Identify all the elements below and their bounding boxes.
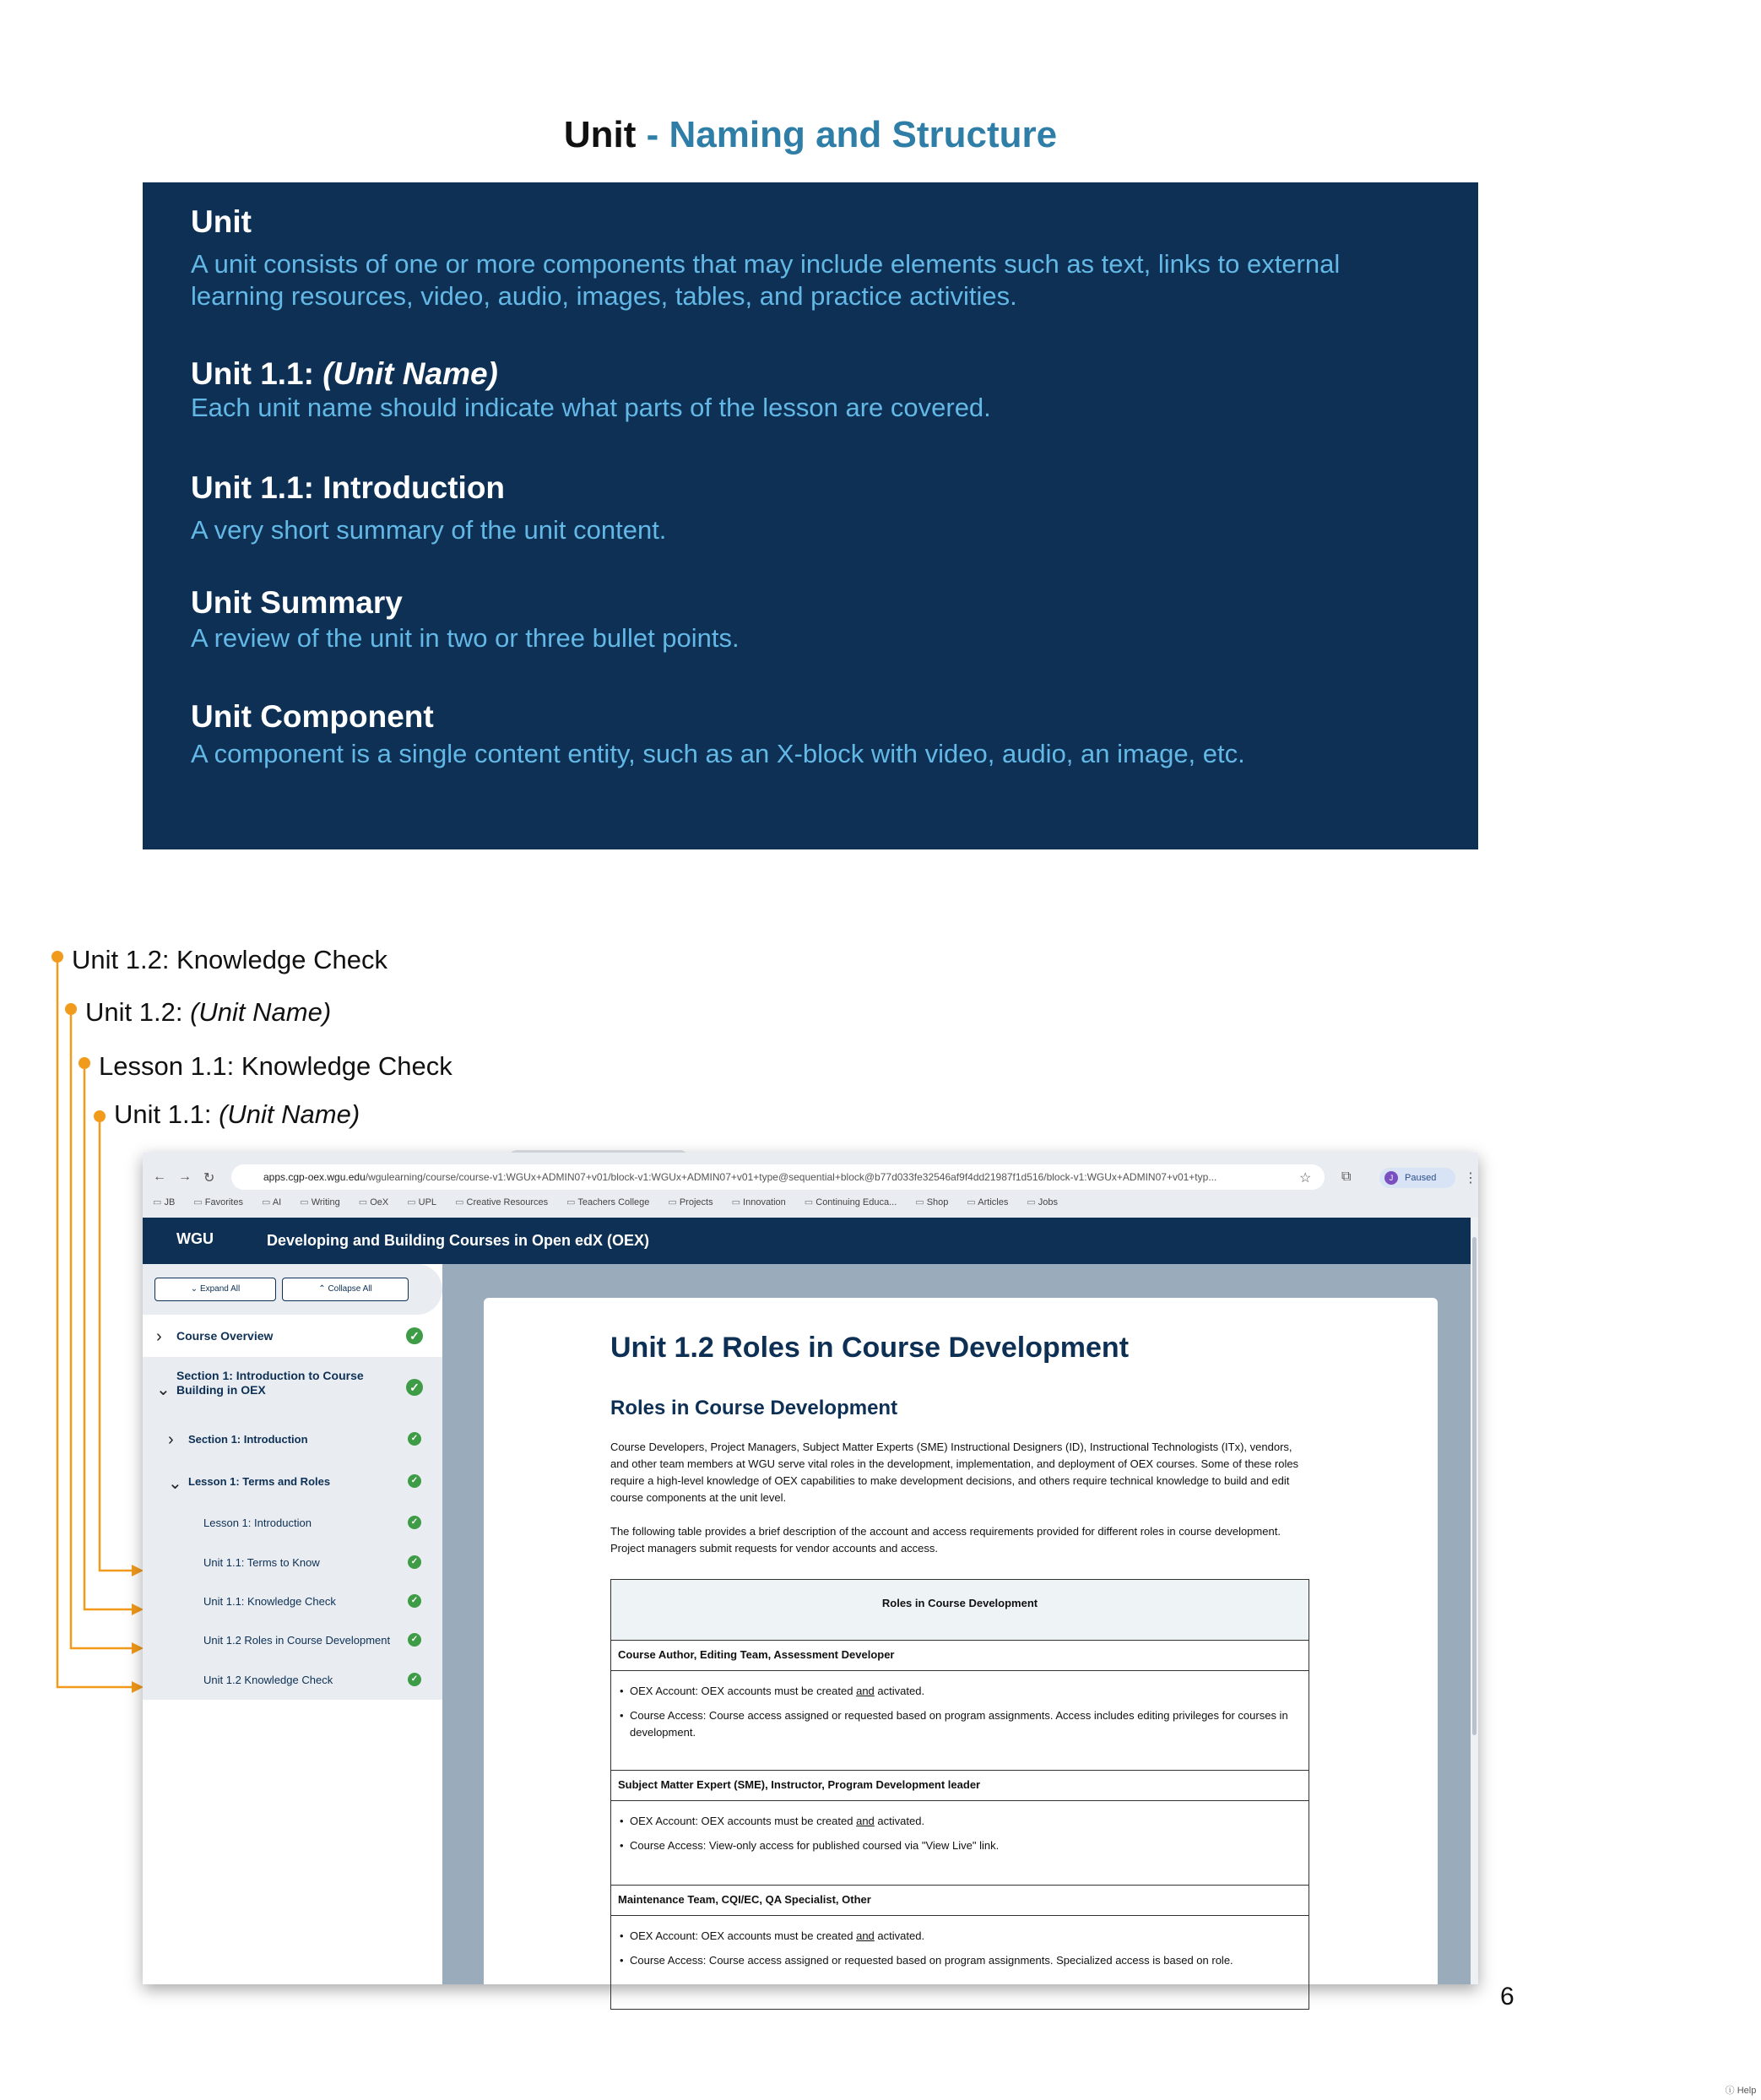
app-header: [143, 1218, 1471, 1264]
bookmark-item[interactable]: ▭ Creative Resources: [455, 1197, 548, 1207]
bookmark-item[interactable]: ▭ Innovation: [732, 1197, 786, 1207]
sidebar-item[interactable]: [143, 1543, 442, 1582]
address-bar[interactable]: apps.cgp-oex.wgu.edu/wgulearning/course/course-v1:WGUx+ADMIN07+v01/block-v1:WGUx+ADMIN07+v01+type@sequential+block@b77d033fe32546af9f4dd21987f1d516/block-v1:WGUx+ADMIN07+v01+typ...: [231, 1164, 1325, 1190]
sidebar-item[interactable]: [143, 1502, 442, 1543]
sidebar-item-label: Section 1: Introduction: [188, 1433, 308, 1446]
address-row: [143, 1163, 1478, 1193]
table-role-header: Course Author, Editing Team, Assessment Developer: [611, 1641, 1309, 1671]
sidebar-item[interactable]: [143, 1357, 442, 1418]
chevron-down-icon[interactable]: ⌄: [168, 1474, 182, 1493]
sidebar-item-label: Course Overview: [176, 1329, 274, 1343]
bookmarks-bar: [153, 1197, 1470, 1213]
definition-body: A component is a single content entity, such as an X-block with video, audio, an image, etc.: [191, 739, 1245, 768]
callout-dot: [65, 1003, 77, 1015]
sidebar-item[interactable]: [143, 1315, 442, 1357]
bookmark-item[interactable]: ▭ Writing: [300, 1197, 339, 1207]
help-button[interactable]: ⓘ Help: [1720, 2081, 1761, 2100]
bookmark-item[interactable]: ▭ Articles: [967, 1197, 1008, 1207]
bookmark-item[interactable]: ▭ UPL: [407, 1197, 436, 1207]
sidebar-item[interactable]: [143, 1620, 442, 1659]
profile-button[interactable]: J Paused: [1379, 1168, 1455, 1188]
outline-toolbar: [143, 1264, 442, 1315]
bookmark-item[interactable]: ▭ OeX: [359, 1197, 388, 1207]
course-outline-sidebar: [143, 1264, 442, 1984]
bookmark-item[interactable]: ▭ AI: [262, 1197, 281, 1207]
bookmark-item[interactable]: ▭ Projects: [668, 1197, 713, 1207]
chevron-down-icon[interactable]: ⌄: [156, 1381, 171, 1399]
table-intro-paragraph: The following table provides a brief description of the account and access requirements provided for different roles in course development. Project managers submit requests for vendor accounts and access.: [610, 1525, 1281, 1555]
definition-body: A review of the unit in two or three bullet points.: [191, 623, 740, 653]
definition-body: A very short summary of the unit content.: [191, 515, 667, 545]
browser-window: [143, 1153, 1757, 2096]
title-separator: -: [636, 114, 669, 155]
collapse-all-button[interactable]: ⌃ Collapse All: [282, 1278, 409, 1301]
sidebar-item-label: Unit 1.2 Knowledge Check: [203, 1674, 333, 1686]
check-complete-icon: ✓: [406, 1327, 423, 1344]
callout-lesson-1-1-knowledge-check: Lesson 1.1: Knowledge Check: [99, 1051, 452, 1081]
check-complete-icon: ✓: [408, 1432, 421, 1446]
oex-account-bullet: • OEX Account: OEX accounts must be created and activated.: [630, 1928, 1302, 1945]
definition-heading: Unit Summary: [191, 585, 403, 620]
definition-body: Each unit name should indicate what parts of the lesson are covered.: [191, 393, 991, 422]
bookmark-item[interactable]: ▭ JB: [153, 1197, 175, 1207]
table-title: Roles in Course Development: [611, 1580, 1309, 1641]
course-access-bullet: • Course Access: Course access assigned or requested based on program assignments. Specialized access is based on role.: [630, 1952, 1302, 1969]
roles-table: [610, 1579, 1309, 2010]
unit-content: [484, 1298, 1757, 2096]
check-complete-icon: ✓: [408, 1594, 421, 1608]
callout-unit-1-2-name: Unit 1.2: (Unit Name): [85, 997, 332, 1027]
star-icon[interactable]: ☆: [1299, 1171, 1312, 1186]
course-access-bullet: • Course Access: View-only access for published coursed via "View Live" link.: [630, 1837, 1302, 1854]
sidebar-item-label: Unit 1.1: Terms to Know: [203, 1556, 320, 1569]
bookmark-item[interactable]: ▭ Continuing Educa...: [805, 1197, 897, 1207]
section-heading: Roles in Course Development: [610, 1397, 898, 1419]
sidebar-item-label: Lesson 1: Terms and Roles: [188, 1475, 331, 1488]
definition-body: A unit consists of one or more components that may include elements such as text, links to external learning resources, video, audio, images, tables, and practice activities.: [191, 249, 1341, 311]
check-complete-icon: ✓: [408, 1516, 421, 1529]
table-role-body: [611, 1671, 1309, 1771]
title-accent: Naming and Structure: [669, 114, 1058, 155]
back-icon[interactable]: ←: [153, 1169, 166, 1184]
callout-dot: [51, 951, 63, 963]
bookmark-item[interactable]: ▭ Favorites: [193, 1197, 243, 1207]
course-access-bullet: • Course Access: Course access assigned or requested based on program assignments. Access includes editing privileges for courses in development.: [630, 1707, 1302, 1741]
bookmark-item[interactable]: ▭ Teachers College: [566, 1197, 649, 1207]
expand-all-button[interactable]: ⌄ Expand All: [154, 1278, 276, 1301]
check-complete-icon: ✓: [408, 1555, 421, 1569]
sidebar-item-label: Section 1: Introduction to Course Building in OEX: [176, 1369, 364, 1397]
chevron-right-icon[interactable]: ›: [156, 1327, 162, 1346]
bookmark-item[interactable]: ▭ Jobs: [1027, 1197, 1058, 1207]
check-complete-icon: ✓: [408, 1474, 421, 1488]
chevron-right-icon[interactable]: ›: [168, 1430, 174, 1449]
sidebar-item[interactable]: [143, 1582, 442, 1620]
table-role-body: [611, 1801, 1309, 1886]
check-complete-icon: ✓: [408, 1673, 421, 1686]
callout-dot: [94, 1110, 106, 1122]
definition-heading: Unit 1.1: Introduction: [191, 470, 506, 505]
bookmark-item[interactable]: ▭ Shop: [915, 1197, 948, 1207]
unit-heading: Unit 1.2 Roles in Course Development: [610, 1332, 1130, 1364]
callout-unit-1-1-name: Unit 1.1: (Unit Name): [114, 1099, 360, 1129]
definition-heading: Unit 1.1: (Unit Name): [191, 356, 498, 391]
course-title: Developing and Building Courses in Open edX (OEX): [267, 1232, 650, 1249]
scrollbar-thumb[interactable]: [1472, 1237, 1477, 1735]
definition-heading: Unit: [191, 204, 252, 239]
table-role-header: Maintenance Team, CQI/EC, QA Specialist, Other: [611, 1886, 1309, 1916]
check-complete-icon: ✓: [408, 1633, 421, 1647]
extensions-icon[interactable]: ⧉: [1341, 1169, 1352, 1184]
sidebar-item[interactable]: [143, 1460, 442, 1502]
oex-account-bullet: • OEX Account: OEX accounts must be created and activated.: [630, 1683, 1302, 1700]
definition-heading: Unit Component: [191, 699, 434, 734]
callout-unit-1-2-knowledge-check: Unit 1.2: Knowledge Check: [72, 945, 387, 974]
sidebar-item-label: Unit 1.1: Knowledge Check: [203, 1595, 336, 1608]
intro-paragraph: Course Developers, Project Managers, Subject Matter Experts (SME) Instructional Designers (ID), Instructional Technologists (ITx), vendors, and other team members at WGU serve vital roles in the development, implementation, and deployment of OEX courses. Some of these roles require a high-level knowledge of OEX capabilities to make development decisions, and others require technical knowledge to build and edit course components at the unit level.: [610, 1441, 1299, 1504]
title-prefix: Unit: [563, 114, 637, 155]
callout-dot: [79, 1057, 90, 1069]
menu-icon[interactable]: ⋮: [1464, 1171, 1477, 1186]
oex-account-bullet: • OEX Account: OEX accounts must be created and activated.: [630, 1813, 1302, 1830]
check-complete-icon: ✓: [406, 1379, 423, 1396]
avatar: J: [1384, 1171, 1398, 1185]
table-role-header: Subject Matter Expert (SME), Instructor, Program Development leader: [611, 1771, 1309, 1801]
forward-icon[interactable]: →: [178, 1169, 192, 1184]
page-number: 6: [1500, 1983, 1514, 2010]
table-role-body: [611, 1916, 1309, 2009]
sidebar-item[interactable]: [143, 1418, 442, 1460]
reload-icon[interactable]: ↻: [203, 1171, 215, 1186]
sidebar-item-label: Lesson 1: Introduction: [203, 1517, 312, 1529]
sidebar-item[interactable]: [143, 1659, 442, 1700]
wgu-logo: WGU: [176, 1230, 214, 1247]
sidebar-item-label: Unit 1.2 Roles in Course Development: [203, 1634, 391, 1647]
